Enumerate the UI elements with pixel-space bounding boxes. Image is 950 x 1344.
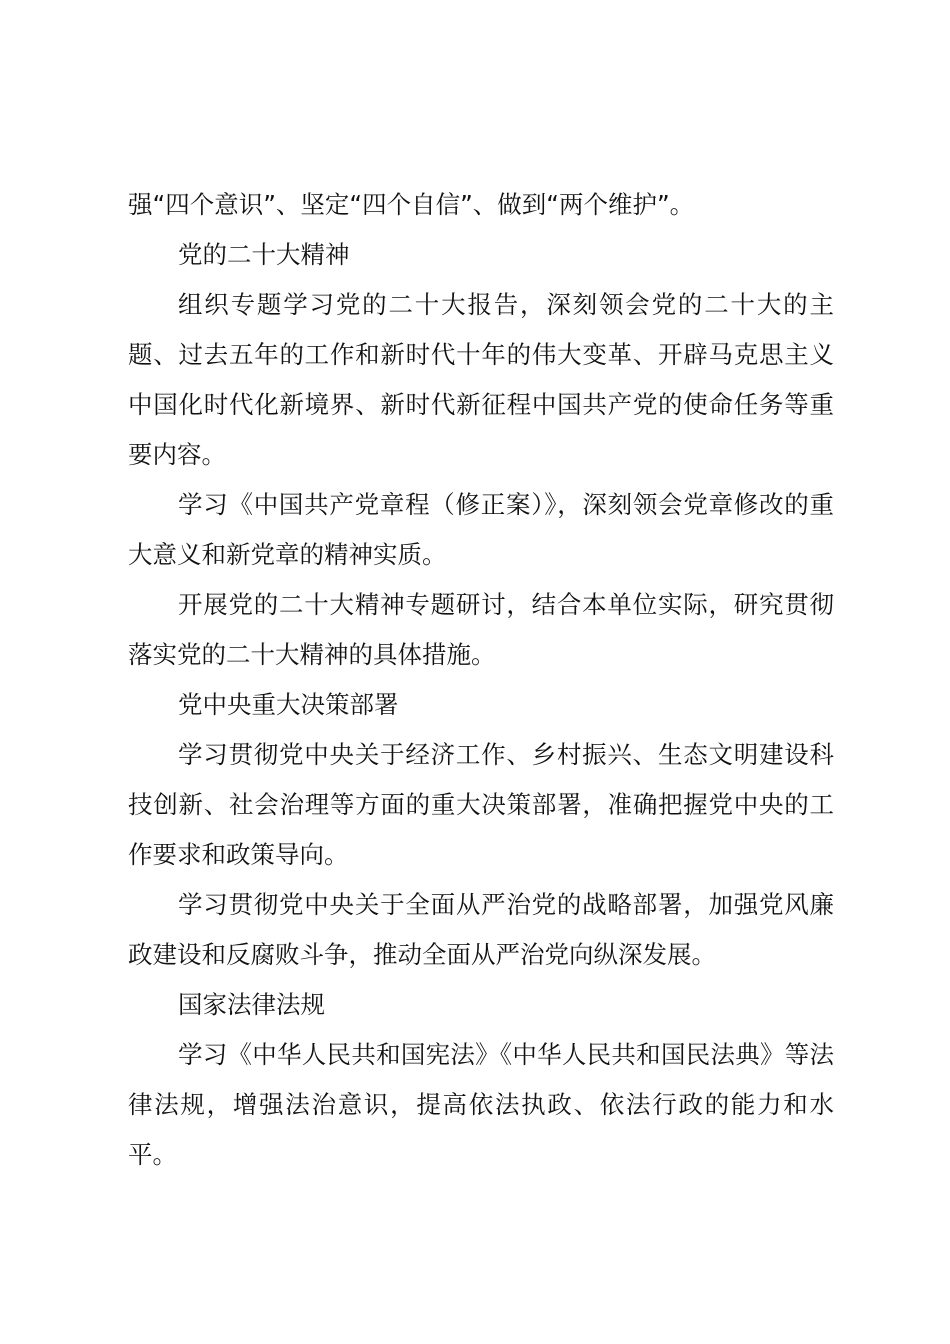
continuation-paragraph: 强“四个意识”、坚定“四个自信”、做到“两个维护”。 xyxy=(128,190,695,219)
section-heading-laws: 国家法律法规 xyxy=(178,990,325,1019)
section-heading-central-decisions: 党中央重大决策部署 xyxy=(178,690,399,719)
paragraph-party-constitution: 学习《中国共产党章程（修正案）》，深刻领会党章修改的重大意义和新党章的精神实质。 xyxy=(128,490,834,569)
section-heading-twentieth-congress: 党的二十大精神 xyxy=(178,240,350,269)
paragraph-central-decisions: 学习贯彻党中央关于经济工作、乡村振兴、生态文明建设科技创新、社会治理等方面的重大决策部署，准确把握党中央的工作要求和政策导向。 xyxy=(128,740,834,869)
paragraph-report-study: 组织专题学习党的二十大报告，深刻领会党的二十大的主题、过去五年的工作和新时代十年的伟大变革、开辟马克思主义中国化时代化新境界、新时代新征程中国共产党的使命任务等重要内容。 xyxy=(128,290,834,469)
paragraph-strict-governance: 学习贯彻党中央关于全面从严治党的战略部署，加强党风廉政建设和反腐败斗争，推动全面从严治党向纵深发展。 xyxy=(128,890,834,969)
document-body xyxy=(128,180,834,1180)
paragraph-laws: 学习《中华人民共和国宪法》《中华人民共和国民法典》等法律法规，增强法治意识，提高依法执政、依法行政的能力和水平。 xyxy=(128,1040,834,1169)
paragraph-seminar: 开展党的二十大精神专题研讨，结合本单位实际，研究贯彻落实党的二十大精神的具体措施。 xyxy=(128,590,834,669)
